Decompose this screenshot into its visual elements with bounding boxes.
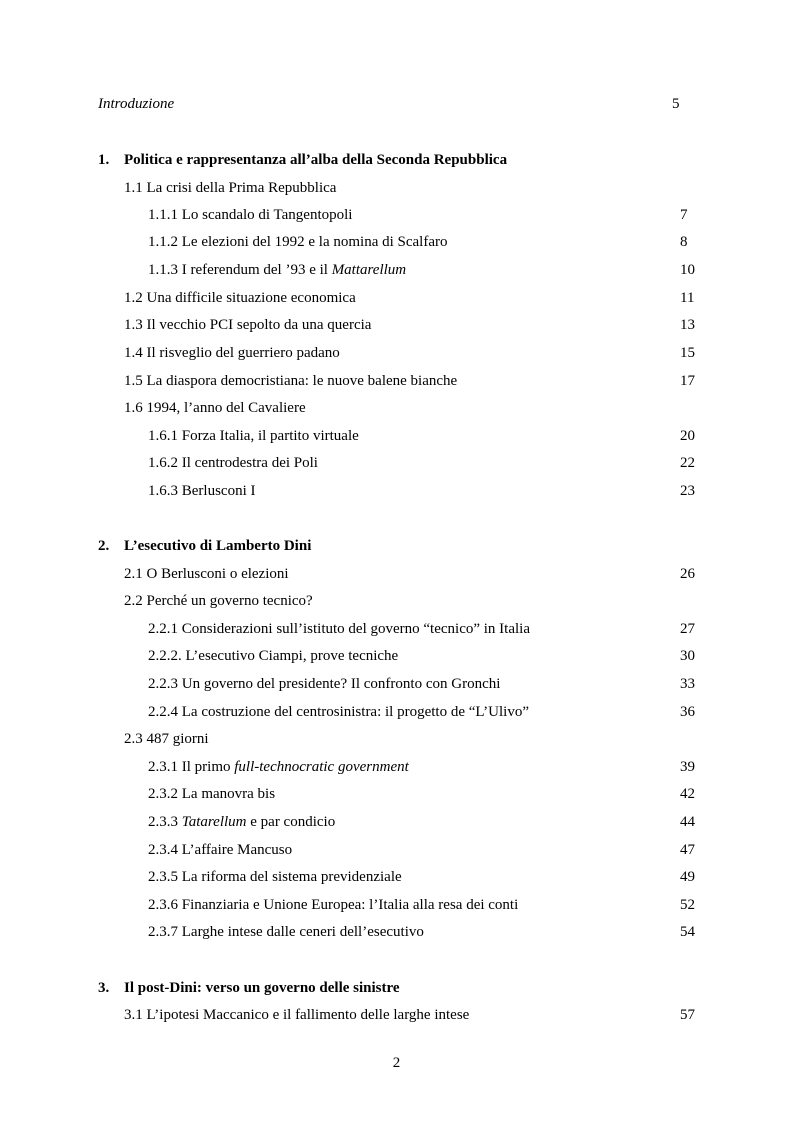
- toc-page: 27: [680, 621, 695, 637]
- page-number: 2: [392, 1055, 401, 1071]
- toc-page: 10: [680, 262, 695, 278]
- toc-page: 20: [680, 428, 695, 444]
- toc-chapter-3: [0, 977, 793, 999]
- toc-entry-2-2-2: [0, 645, 793, 667]
- toc-entry-2-1: [0, 563, 793, 585]
- toc-page: 42: [680, 786, 695, 802]
- toc-entry-2-3-6: [0, 894, 793, 916]
- toc-page: 8: [680, 234, 688, 250]
- toc-page: 47: [680, 842, 695, 858]
- toc-entry-2-3-7: [0, 921, 793, 943]
- toc-page: 33: [680, 676, 695, 692]
- toc-title: 1.5 La diaspora democristiana: le nuove balene bianche: [124, 373, 458, 389]
- toc-entry-1-1-1: [0, 204, 793, 226]
- toc-entry-1-4: [0, 342, 793, 364]
- toc-entry-2-3-1: [0, 756, 793, 778]
- toc-page: 5: [672, 96, 680, 112]
- toc-chapter-1: [0, 149, 793, 171]
- toc-title: 3.1 L’ipotesi Maccanico e il fallimento delle larghe intese: [124, 1007, 470, 1023]
- toc-entry-1-3: [0, 314, 793, 336]
- toc-title: 2.3.7 Larghe intese dalle ceneri dell’esecutivo: [148, 924, 424, 940]
- toc-title: 1.2 Una difficile situazione economica: [124, 290, 356, 306]
- toc-entry-1-1-2: [0, 231, 793, 253]
- toc-entry-2-3-3: [0, 811, 793, 833]
- toc-entry-1-6: [0, 397, 793, 419]
- toc-page: 7: [680, 207, 688, 223]
- toc-page: 17: [680, 373, 695, 389]
- toc-page: 22: [680, 455, 695, 471]
- toc-page: 23: [680, 483, 695, 499]
- toc-page: 54: [680, 924, 695, 940]
- toc-title: 2.2 Perché un governo tecnico?: [124, 593, 313, 609]
- toc-page: 57: [680, 1007, 695, 1023]
- toc-entry-1-6-1: [0, 425, 793, 447]
- toc-title: 1.6 1994, l’anno del Cavaliere: [124, 400, 306, 416]
- chapter-title: Il post-Dini: verso un governo delle sinistre: [124, 980, 400, 996]
- toc-title: 2.3.3 Tatarellum e par condicio: [148, 814, 336, 830]
- toc-title: 2.1 O Berlusconi o elezioni: [124, 566, 289, 582]
- toc-entry-introduzione: [0, 93, 793, 115]
- toc-entry-3-1: [0, 1004, 793, 1026]
- toc-title: 2.3.2 La manovra bis: [148, 786, 276, 802]
- toc-title: 1.6.3 Berlusconi I: [148, 483, 256, 499]
- toc-title: 1.6.2 Il centrodestra dei Poli: [148, 455, 318, 471]
- toc-title: 2.3 487 giorni: [124, 731, 209, 747]
- toc-page: 26: [680, 566, 695, 582]
- chapter-number: 2.: [98, 538, 110, 554]
- toc-entry-1-2: [0, 287, 793, 309]
- toc-title: 1.1.3 I referendum del ’93 e il Mattarellum: [148, 262, 407, 278]
- toc-title: 1.3 Il vecchio PCI sepolto da una quercia: [124, 317, 372, 333]
- toc-page: 36: [680, 704, 695, 720]
- toc-title: 1.1.1 Lo scandalo di Tangentopoli: [148, 207, 353, 223]
- toc-title: 1.6.1 Forza Italia, il partito virtuale: [148, 428, 359, 444]
- toc-title: 2.2.1 Considerazioni sull’istituto del governo “tecnico” in Italia: [148, 621, 530, 637]
- toc-entry-2-3: [0, 728, 793, 750]
- toc-title: 2.3.5 La riforma del sistema previdenziale: [148, 869, 402, 885]
- toc-title: 2.3.1 Il primo full-technocratic government: [148, 759, 409, 775]
- toc-entry-2-3-4: [0, 839, 793, 861]
- toc-title: 2.3.6 Finanziaria e Unione Europea: l’Italia alla resa dei conti: [148, 897, 519, 913]
- toc-page: 52: [680, 897, 695, 913]
- toc-page: 44: [680, 814, 695, 830]
- toc-title: 2.2.2. L’esecutivo Ciampi, prove tecniche: [148, 648, 399, 664]
- chapter-title: Politica e rappresentanza all’alba della Seconda Repubblica: [124, 152, 508, 168]
- toc-entry-2-3-5: [0, 866, 793, 888]
- toc-entry-2-2: [0, 590, 793, 612]
- toc-title: 2.2.4 La costruzione del centrosinistra: il progetto de “L’Ulivo”: [148, 704, 530, 720]
- toc-page: 13: [680, 317, 695, 333]
- toc-entry-2-2-4: [0, 701, 793, 723]
- toc-entry-1-6-3: [0, 480, 793, 502]
- toc-entry-2-3-2: [0, 783, 793, 805]
- toc-entry-2-2-3: [0, 673, 793, 695]
- toc-entry-1-6-2: [0, 452, 793, 474]
- toc-title: 1.1 La crisi della Prima Repubblica: [124, 180, 337, 196]
- toc-title: Introduzione: [98, 96, 175, 112]
- toc-page: 39: [680, 759, 695, 775]
- chapter-number: 1.: [98, 152, 110, 168]
- toc-entry-1-5: [0, 370, 793, 392]
- toc-page: 30: [680, 648, 695, 664]
- toc-entry-2-2-1: [0, 618, 793, 640]
- toc-entry-1-1-3: [0, 259, 793, 281]
- toc-title: 2.2.3 Un governo del presidente? Il confronto con Gronchi: [148, 676, 501, 692]
- chapter-number: 3.: [98, 980, 110, 996]
- toc-chapter-2: [0, 535, 793, 557]
- chapter-title: L’esecutivo di Lamberto Dini: [124, 538, 312, 554]
- toc-title: 1.4 Il risveglio del guerriero padano: [124, 345, 340, 361]
- toc-page: 15: [680, 345, 695, 361]
- toc-title: 2.3.4 L’affaire Mancuso: [148, 842, 293, 858]
- toc-page: 49: [680, 869, 695, 885]
- toc-entry-1-1: [0, 177, 793, 199]
- toc-title: 1.1.2 Le elezioni del 1992 e la nomina di Scalfaro: [148, 234, 448, 250]
- toc-page: 11: [680, 290, 695, 306]
